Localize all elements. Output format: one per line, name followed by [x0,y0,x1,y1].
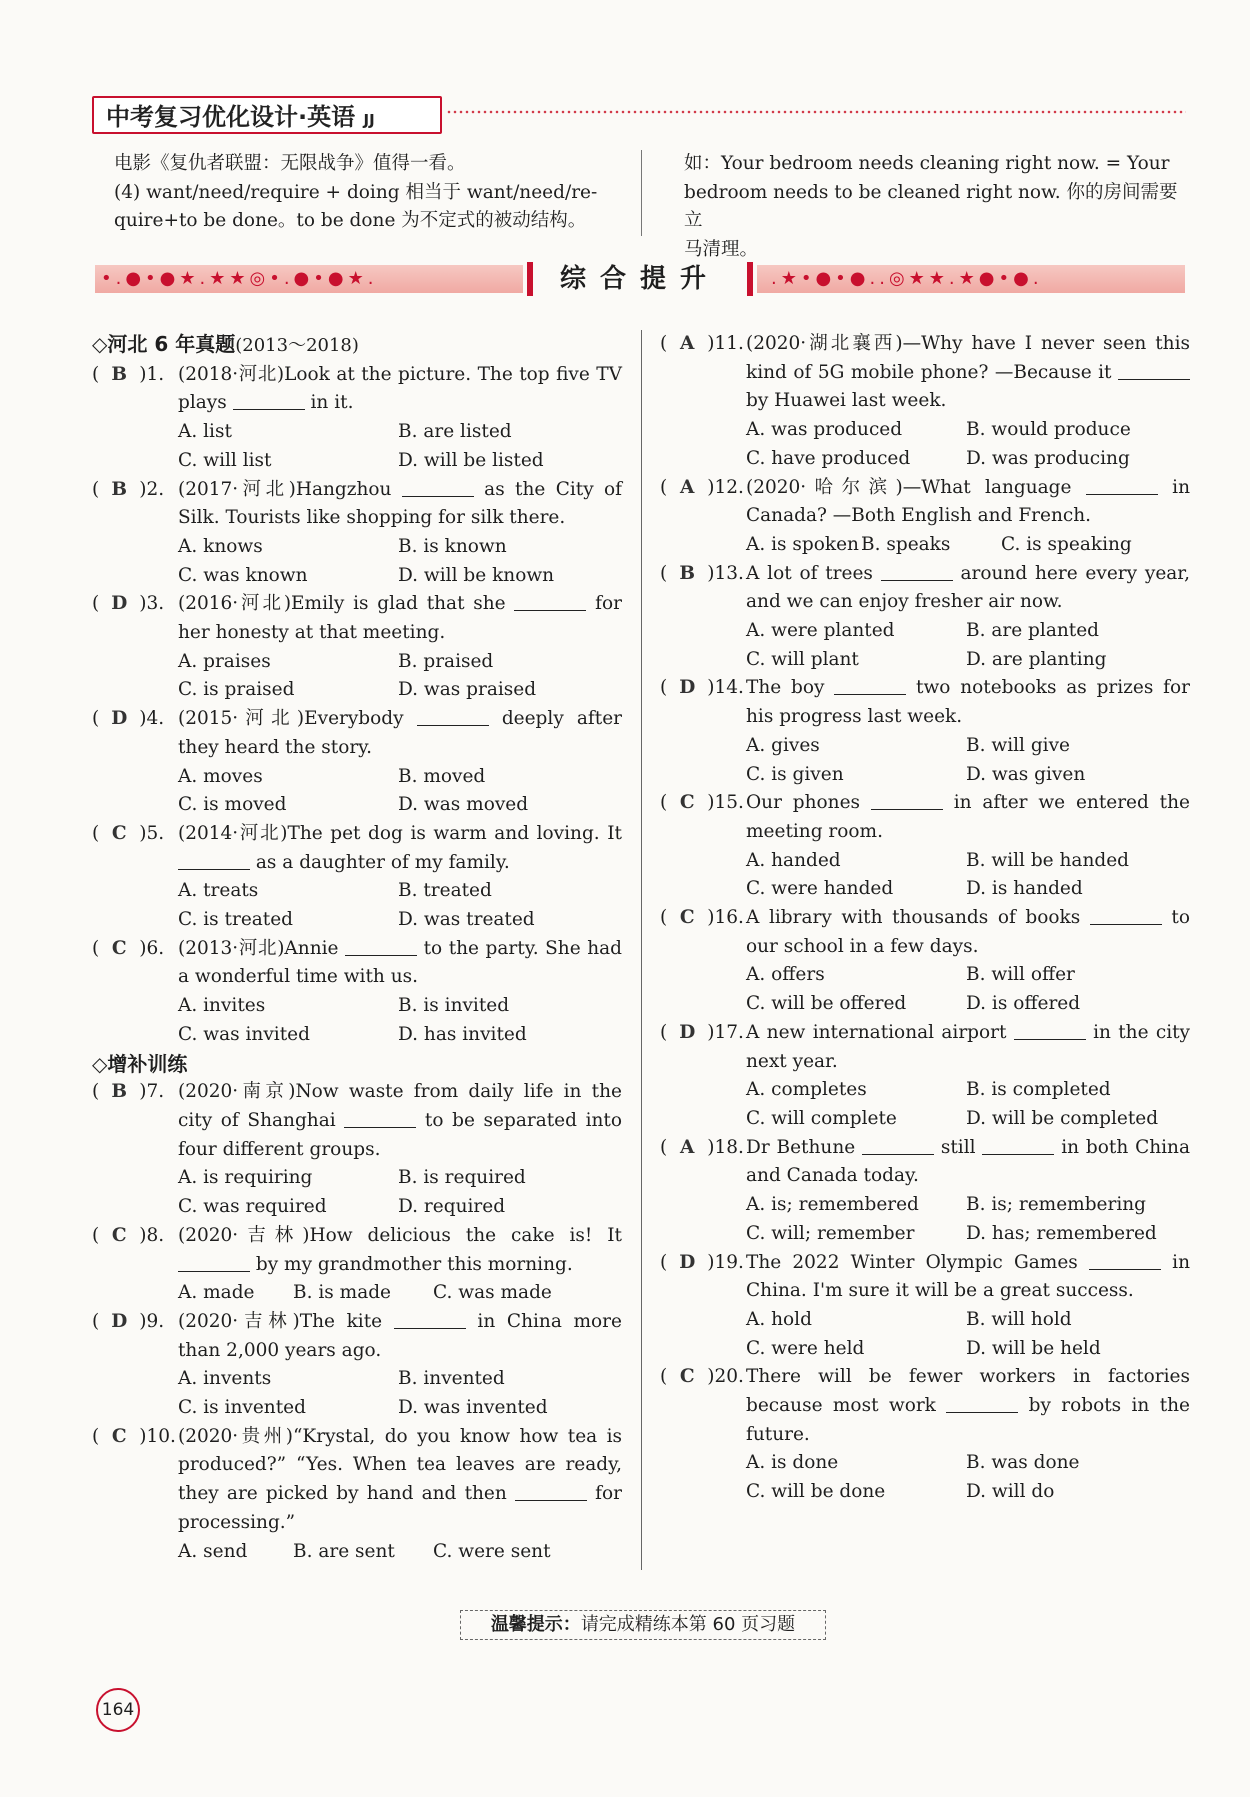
answer-letter: C [111,822,127,844]
question-source: (2014·河北) [178,822,288,844]
answer-bracket: ( A )18. [660,1134,748,1163]
option: B. is required [398,1167,526,1189]
option-list [92,1164,622,1221]
option: C. will; remember [746,1222,915,1244]
option: C. will complete [746,1107,897,1129]
answer-letter: C [679,1366,695,1388]
option-list [92,1538,622,1567]
question-item [92,1222,622,1308]
left-column [92,330,622,1566]
answer-letter: A [680,333,695,354]
option: B. is completed [966,1079,1111,1101]
option: B. are listed [398,421,512,443]
option: B. treated [398,880,492,902]
answer-bracket: ( C )8. [92,1222,180,1251]
question-number: 2. [146,478,165,500]
question-list [92,361,622,1050]
answer-letter: D [111,593,128,615]
top-divider [641,150,642,236]
question-source: (2017·河北) [178,478,296,500]
question-stem: (2016·河北)Emily is glad that she for her honesty at that meeting. [178,590,622,647]
answer-blank [233,389,305,410]
banner-decoration-left: •.●•●★.★★◎•.●•●★. [95,265,523,293]
option: A. treats [178,880,259,902]
option-list [92,763,622,820]
option-list [92,877,622,934]
question-item [92,476,622,591]
option: B. is made [293,1282,392,1304]
option-list [660,1076,1190,1133]
option-list [92,648,622,705]
option-list [92,533,622,590]
question-stem: (2020·哈尔滨)—What language in Canada? —Both English and French. [746,474,1190,531]
section-heading: ◇河北 6 年真题(2013～2018) [92,332,359,356]
question-stem: (2020·南京)Now waste from daily life in the city of Shanghai to be separated into four different groups. [178,1081,623,1160]
option: B. is invited [398,995,510,1017]
answer-letter: A [680,476,695,498]
diamond-icon: ◇ [92,1051,108,1076]
answer-bracket: ( D )14. [660,674,748,703]
option: D. will be listed [398,449,544,471]
answer-letter: B [111,1081,128,1103]
option-list [660,732,1190,789]
option: D. will be completed [966,1107,1159,1129]
question-source: (2020·吉林) [178,1310,300,1332]
option-list [660,531,1190,560]
option: C. was known [178,564,308,586]
option: D. was treated [398,909,535,931]
question-stem: The boy two notebooks as prizes for his progress last week. [746,674,1190,731]
answer-blank [1118,359,1190,380]
answer-bracket: ( C )16. [660,904,748,933]
answer-bracket: ( B )1. [92,361,180,390]
question-source: (2020·贵州) [178,1425,293,1447]
option: D. is offered [966,993,1081,1015]
option: D. was given [966,763,1086,785]
question-item [92,1078,622,1222]
question-stem: (2020·吉林)The kite in China more than 2,000 years ago. [178,1308,622,1365]
option: A. offers [746,964,825,986]
option: C. is speaking [1001,533,1132,555]
answer-bracket: ( D )9. [92,1308,180,1337]
question-number: 5. [146,822,165,844]
question-item [92,820,622,935]
option-list [92,418,622,475]
option: A. moves [178,765,263,787]
answer-letter: C [111,1425,127,1447]
answer-bracket: ( B )13. [660,560,748,589]
page-number: 164 [96,1688,140,1732]
question-item [660,560,1190,675]
option: A. is requiring [178,1167,313,1189]
option: A. was produced [746,419,903,441]
column-divider [641,330,642,1570]
option: C. was required [178,1196,327,1218]
question-item [92,705,622,820]
option: B. will be handed [966,849,1129,871]
option-list [92,992,622,1049]
question-number: 20. [714,1366,744,1388]
option: A. invents [178,1368,272,1390]
question-item [92,590,622,705]
question-stem: (2020·吉林)How delicious the cake is! It by my grandmother this morning. [178,1224,622,1275]
question-item [660,474,1190,560]
option: A. gives [746,734,820,756]
question-item [660,330,1190,474]
question-stem: (2020·湖北襄西)—Why have I never seen this kind of 5G mobile phone? —Because it by Huawei last week. [746,333,1190,412]
option: A. were planted [746,620,895,642]
answer-blank [834,674,906,695]
question-item [92,1308,622,1423]
option: D. was moved [398,794,529,816]
option: D. was producing [966,447,1130,469]
question-number: 11. [714,333,744,354]
option-list [660,416,1190,473]
question-number: 15. [714,792,744,814]
option: C. will plant [746,648,859,670]
question-number: 19. [714,1251,744,1273]
answer-blank [394,1308,466,1329]
option: B. will give [966,734,1070,756]
option: C. was made [433,1282,552,1304]
option: B. praised [398,650,494,672]
answer-blank [862,1134,934,1155]
answer-blank [1090,904,1162,925]
option: A. send [178,1540,248,1562]
option: B. are planted [966,620,1099,642]
answer-letter: D [679,1251,696,1273]
answer-blank [515,1480,587,1501]
option: C. is given [746,763,844,785]
option: A. invites [178,995,266,1017]
answer-blank [345,935,417,956]
question-stem: (2017·河北)Hangzhou as the City of Silk. Tourists like shopping for silk there. [178,476,622,533]
question-item [660,904,1190,1019]
question-number: 12. [714,476,744,498]
answer-letter: C [679,792,695,814]
option: D. required [398,1196,506,1218]
answer-bracket: ( A )11. [660,330,748,359]
banner-decoration-right: .★•●•●..◎★★.★●•●. [757,265,1185,293]
question-stem: A new international airport in the city next year. [746,1019,1190,1076]
option-list [660,617,1190,674]
answer-letter: A [680,1136,695,1158]
option: B. was done [966,1452,1080,1474]
question-source: (2013·河北) [178,937,285,959]
question-number: 10. [146,1425,176,1447]
question-source: (2015·河北) [178,708,305,730]
option-list [92,1279,622,1308]
option: C. is treated [178,909,294,931]
question-stem: (2018·河北)Look at the picture. The top five TV plays in it. [178,363,622,414]
question-item [660,674,1190,789]
option: D. has; remembered [966,1222,1157,1244]
question-stem: A lot of trees around here every year, and we can enjoy fresher air now. [746,560,1190,617]
intro-right: 如：Your bedroom needs cleaning right now. = Your bedroom needs to be cleaned right now. 你的房间需要立 马清理。 [684,153,1178,260]
answer-bracket: ( D )17. [660,1019,748,1048]
answer-letter: B [111,363,128,385]
right-column [660,330,1190,1507]
question-number: 9. [146,1310,165,1332]
answer-bracket: ( B )2. [92,476,180,505]
answer-bracket: ( C )10. [92,1423,180,1452]
question-number: 1. [146,363,165,385]
question-number: 4. [146,708,165,730]
option-list [660,1191,1190,1248]
option: C. have produced [746,447,911,469]
option-list [660,1449,1190,1506]
option-list [660,961,1190,1018]
option: D. are planting [966,648,1107,670]
option: C. is invented [178,1397,306,1419]
book-title: 中考复习优化设计·英语 JJ [92,96,442,134]
question-source: (2020·湖北襄西) [746,333,903,354]
question-number: 7. [146,1081,165,1103]
option: C. is moved [178,794,287,816]
option: C. will list [178,449,272,471]
question-item [92,1423,622,1567]
answer-letter: C [111,1224,127,1246]
answer-blank [417,705,489,726]
question-stem: (2014·河北)The pet dog is warm and loving. It as a daughter of my family. [178,822,622,873]
reminder-box: 温馨提示：请完成精练本第 60 页习题 [460,1610,826,1640]
option: B. invented [398,1368,505,1390]
banner-title: 综合提升 [559,264,720,294]
question-number: 14. [714,677,744,699]
question-list [660,330,1190,1507]
option: D. has invited [398,1023,527,1045]
option: B. speaks [861,533,951,555]
intro-left: 电影《复仇者联盟：无限战争》值得一看。 (4) want/need/require + doing 相当于 want/need/re- quire+to be done。to be done 为不定式的被动结构。 [114,153,598,231]
option: B. is known [398,535,507,557]
question-item [660,1134,1190,1249]
option: B. will offer [966,964,1075,986]
question-source: (2016·河北) [178,593,292,615]
answer-blank [178,1251,250,1272]
answer-blank [1089,1249,1161,1270]
answer-letter: D [111,708,128,730]
option: D. will do [966,1481,1055,1503]
section-heading: ◇增补训练 [92,1051,188,1076]
answer-bracket: ( D )19. [660,1249,748,1278]
answer-bracket: ( B )7. [92,1078,180,1107]
question-item [660,1363,1190,1507]
option: C. were handed [746,878,894,900]
question-stem: The 2022 Winter Olympic Games in China. I'm sure it will be a great success. [746,1249,1190,1306]
option: A. is spoken [746,533,859,555]
option: A. list [178,421,232,443]
edition-label: JJ [363,111,375,129]
option: A. is done [746,1452,839,1474]
option: B. is; remembering [966,1194,1147,1216]
answer-bracket: ( D )3. [92,590,180,619]
answer-bracket: ( C )5. [92,820,180,849]
option-list [660,847,1190,904]
question-item [660,1019,1190,1134]
option: A. praises [178,650,271,672]
question-stem: Our phones in after we entered the meeting room. [746,789,1190,846]
option: D. will be held [966,1337,1101,1359]
option: C. were sent [433,1540,551,1562]
answer-letter: B [111,478,128,500]
question-item [660,1249,1190,1364]
option: C. were held [746,1337,865,1359]
option: A. knows [178,535,263,557]
question-stem: A library with thousands of books to our school in a few days. [746,904,1190,961]
answer-letter: D [679,1021,696,1043]
question-stem: Dr Bethune still in both China and Canada today. [746,1134,1190,1191]
answer-bracket: ( A )12. [660,474,748,503]
question-item [92,935,622,1050]
question-number: 16. [714,907,744,929]
option: A. made [178,1282,255,1304]
diamond-icon: ◇ [92,332,108,356]
answer-letter: D [111,1310,128,1332]
answer-blank [1086,474,1158,495]
question-number: 6. [146,937,165,959]
option: B. would produce [966,419,1131,441]
answer-letter: C [111,937,127,959]
question-source: (2018·河北) [178,363,285,385]
question-stem: (2020·贵州)“Krystal, do you know how tea is produced?” “Yes. When tea leaves are ready, they are picked by hand and then for processing.” [178,1425,622,1533]
option: D. is handed [966,878,1083,900]
answer-blank [1014,1019,1086,1040]
question-stem: (2013·河北)Annie to the party. She had a wonderful time with us. [178,935,622,992]
answer-blank [402,476,474,497]
question-source: (2020·吉林) [178,1224,310,1246]
answer-bracket: ( C )15. [660,789,748,818]
option: C. will be offered [746,993,907,1015]
question-stem: There will be fewer workers in factories because most work by robots in the future. [746,1366,1190,1445]
section-banner [95,262,1185,296]
option: B. are sent [293,1540,395,1562]
option: B. moved [398,765,486,787]
answer-letter: C [679,907,695,929]
banner-bar [527,262,533,296]
answer-blank [982,1134,1054,1155]
question-number: 13. [714,562,744,584]
question-number: 17. [714,1021,744,1043]
option: B. will hold [966,1308,1072,1330]
question-item [92,361,622,476]
banner-bar [747,262,753,296]
answer-bracket: ( C )20. [660,1363,748,1392]
question-source: (2020·南京) [178,1081,296,1103]
header-dotted-line [446,110,1186,114]
option: D. was invented [398,1397,548,1419]
option: A. is; remembered [746,1194,919,1216]
option-list [92,1365,622,1422]
question-item [660,789,1190,904]
option: C. was invited [178,1023,310,1045]
answer-blank [946,1392,1018,1413]
option: A. completes [746,1079,867,1101]
answer-blank [514,590,586,611]
answer-bracket: ( D )4. [92,705,180,734]
question-number: 8. [146,1224,165,1246]
question-list [92,1078,622,1566]
option-list [660,1306,1190,1363]
answer-letter: B [679,562,696,584]
option: A. handed [746,849,841,871]
answer-bracket: ( C )6. [92,935,180,964]
option: D. will be known [398,564,555,586]
option: C. is praised [178,679,295,701]
answer-blank [344,1107,416,1128]
option: A. hold [746,1308,812,1330]
option: D. was praised [398,679,537,701]
question-stem: (2015·河北)Everybody deeply after they heard the story. [178,705,622,762]
question-source: (2020·哈尔滨) [746,476,903,498]
answer-letter: D [679,677,696,699]
question-number: 3. [146,593,165,615]
question-number: 18. [714,1136,744,1158]
answer-blank [881,560,953,581]
option: C. will be done [746,1481,886,1503]
answer-blank [871,789,943,810]
answer-blank [178,849,250,870]
